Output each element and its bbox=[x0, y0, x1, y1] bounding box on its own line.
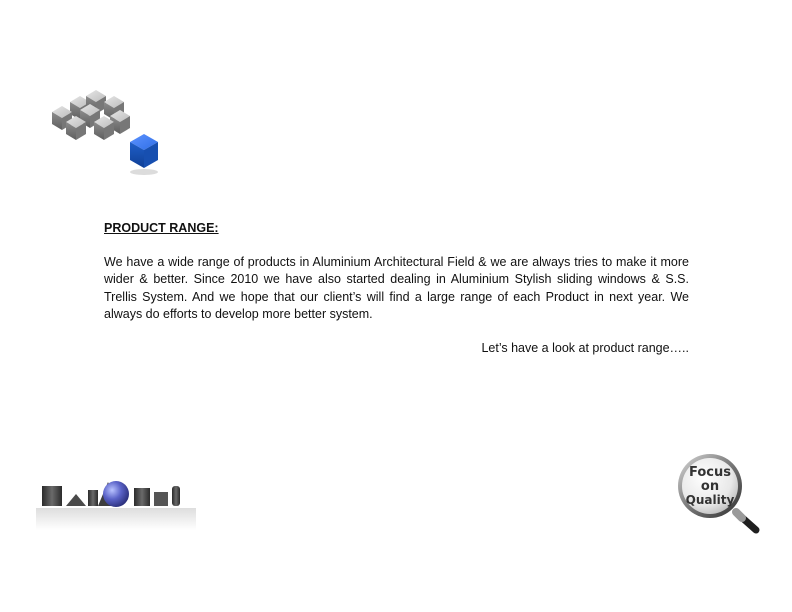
geometric-shapes-icon bbox=[36, 472, 196, 532]
product-range-cta: Let’s have a look at product range….. bbox=[481, 340, 689, 355]
magnifier-icon bbox=[676, 452, 760, 536]
badge-line-focus: Focus bbox=[689, 465, 731, 480]
badge-line-quality: Quality bbox=[685, 493, 735, 507]
content-block bbox=[104, 220, 689, 357]
section-paragraph: We have a wide range of products in Aluminium Architectural Field & we are always tries to make it more wider & better. Since 2010 we have also started dealing in Aluminium Stylish sliding windows & S.S. Trellis System. And we hope that our client’s will find a large range of each Product in next year. We always do efforts to develop more better system. bbox=[104, 254, 689, 321]
cube-cluster-icon bbox=[48, 88, 168, 178]
section-heading: PRODUCT RANGE: bbox=[104, 221, 219, 235]
badge-line-on: on bbox=[700, 479, 720, 494]
